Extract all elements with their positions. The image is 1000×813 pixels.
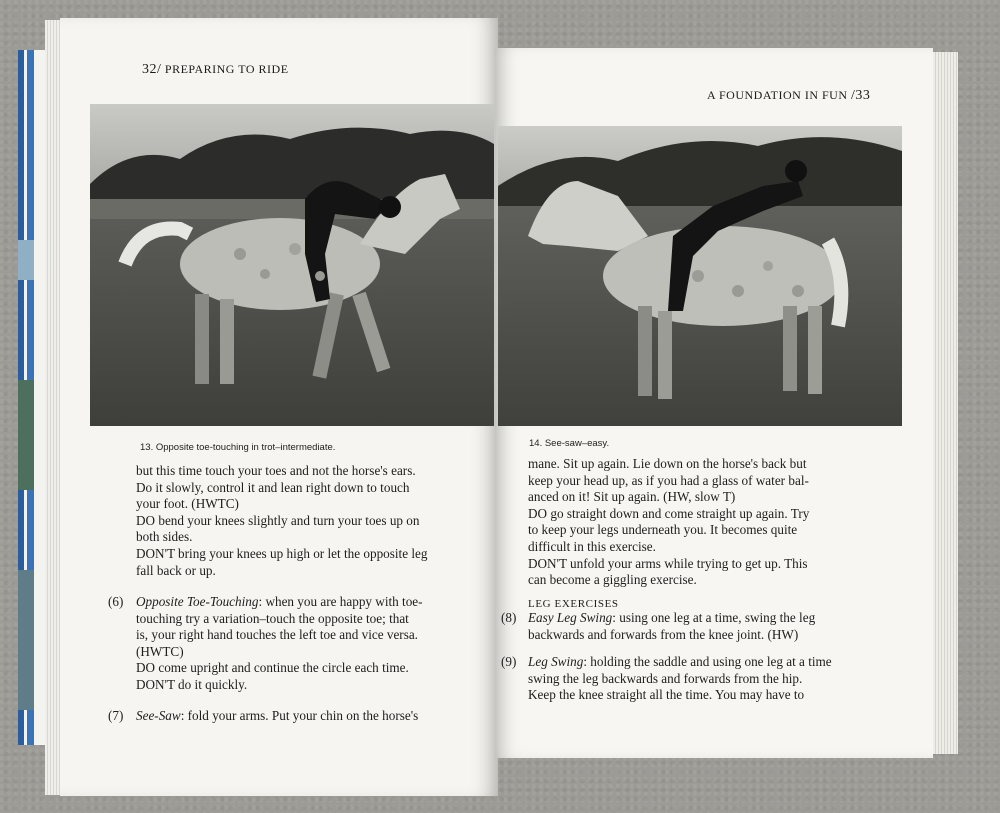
photo-opposite-toe-touching bbox=[90, 104, 494, 426]
text-line: DO go straight down and come straight up again. Try bbox=[528, 505, 810, 521]
caption-13: 13. Opposite toe-touching in trot–intermediate. bbox=[140, 442, 336, 453]
section-heading-leg-exercises: LEG EXERCISES bbox=[528, 598, 619, 610]
text-line: can become a giggling exercise. bbox=[528, 572, 697, 588]
text-line: DO bend your knees slightly and turn your toes up on bbox=[136, 512, 420, 528]
item-8-easy-leg-swing bbox=[528, 610, 815, 643]
text-line: DON'T bring your knees up high or let the opposite leg bbox=[136, 545, 428, 561]
photo-see-saw bbox=[498, 126, 902, 426]
text-line: DO come upright and continue the circle each time. bbox=[136, 660, 409, 676]
right-page-number: /33 bbox=[851, 88, 871, 103]
right-page-edges bbox=[930, 52, 958, 754]
text-line: backwards and forwards from the knee joint. (HW) bbox=[528, 626, 799, 642]
item-6-number: (6) bbox=[108, 594, 124, 609]
left-page bbox=[60, 18, 498, 796]
text-line: mane. Sit up again. Lie down on the horse's back but bbox=[528, 456, 807, 471]
text-line: your foot. (HWTC) bbox=[136, 496, 239, 512]
item-6-title: Opposite Toe-Touching bbox=[136, 594, 259, 609]
item-9-number: (9) bbox=[501, 654, 517, 669]
text-line: DON'T unfold your arms while trying to get up. This bbox=[528, 555, 808, 571]
text-line: : holding the saddle and using one leg at a time bbox=[583, 654, 832, 669]
left-page-header bbox=[142, 62, 289, 78]
item-9-leg-swing bbox=[528, 654, 832, 704]
text-line: (HWTC) bbox=[136, 643, 184, 659]
item-7-number: (7) bbox=[108, 708, 124, 723]
text-line: touching try a variation–touch the opposite toe; that bbox=[136, 610, 409, 626]
text-line: : fold your arms. Put your chin on the horse's bbox=[180, 708, 419, 723]
text-line: is, your right hand touches the left toe and vice versa. bbox=[136, 627, 418, 643]
right-page-header bbox=[707, 88, 870, 104]
text-line: keep your head up, as if you had a glass of water bal- bbox=[528, 472, 809, 488]
text-line: difficult in this exercise. bbox=[528, 538, 656, 554]
right-paragraph-1 bbox=[528, 456, 809, 589]
text-line: both sides. bbox=[136, 529, 193, 545]
text-line: : using one leg at a time, swing the leg bbox=[612, 610, 816, 625]
text-line: but this time touch your toes and not the horse's ears. bbox=[136, 463, 416, 478]
item-7-see-saw bbox=[136, 708, 418, 725]
item-8-title: Easy Leg Swing bbox=[528, 610, 613, 625]
item-8-number: (8) bbox=[501, 610, 517, 625]
caption-14: 14. See-saw–easy. bbox=[529, 438, 610, 449]
text-line: to keep your legs underneath you. It becomes quite bbox=[528, 522, 798, 538]
text-line: swing the leg backwards and forwards from the hip. bbox=[528, 670, 803, 686]
right-running-head: A FOUNDATION IN FUN bbox=[707, 88, 848, 102]
text-line: DON'T do it quickly. bbox=[136, 676, 248, 692]
left-page-number: 32/ bbox=[142, 62, 162, 77]
text-line: Keep the knee straight all the time. You may have to bbox=[528, 687, 805, 703]
item-6-opposite-toe-touching bbox=[136, 594, 423, 694]
text-line: fall back or up. bbox=[136, 562, 216, 578]
item-7-title: See-Saw bbox=[136, 708, 181, 723]
right-page bbox=[495, 48, 933, 758]
text-line: : when you are happy with toe- bbox=[258, 594, 423, 609]
item-9-title: Leg Swing bbox=[528, 654, 584, 669]
text-line: Do it slowly, control it and lean right down to touch bbox=[136, 479, 410, 495]
left-paragraph-1 bbox=[136, 463, 427, 579]
left-running-head: PREPARING TO RIDE bbox=[164, 62, 289, 76]
text-line: anced on it! Sit up again. (HW, slow T) bbox=[528, 489, 736, 505]
